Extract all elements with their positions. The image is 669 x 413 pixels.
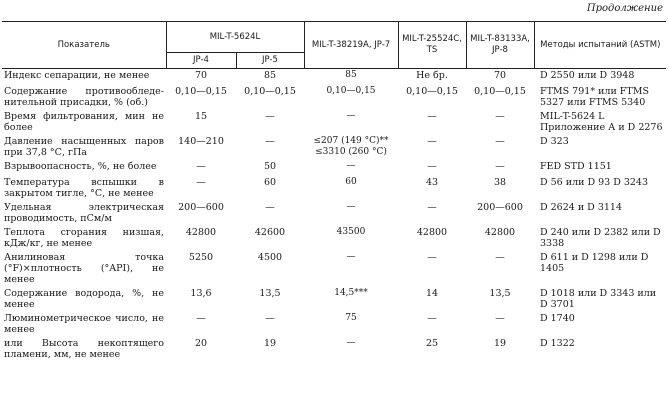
method-cell: D 2550 или D 3948 <box>540 70 635 81</box>
jp4-cell: 0,10—0,15 <box>175 86 227 97</box>
jp5-cell: 60 <box>263 177 277 188</box>
header-mil-t-25524c: MIL-T-25524C, TS <box>398 22 466 69</box>
jp5-cell: 0,10—0,15 <box>244 86 296 97</box>
jp5-cell: 50 <box>263 161 277 172</box>
method-cell: FTMS 791* или FTMS 5327 или FTMS 5340 <box>540 86 649 108</box>
jp4-cell: 5250 <box>188 252 214 263</box>
table-row <box>2 110 666 135</box>
jp8-cell: 42800 <box>484 227 516 238</box>
jp5-cell: — <box>265 136 275 147</box>
jp7-cell: — <box>346 338 356 348</box>
jp8-cell: — <box>495 161 505 172</box>
jp8-cell: 0,10—0,15 <box>474 86 526 97</box>
ts-cell: — <box>427 161 437 172</box>
header-jp5: JP-5 <box>236 53 304 69</box>
jp5-cell: 85 <box>263 70 277 81</box>
param-cell: или Высота некоптящего пламени, мм, не менее <box>4 338 164 360</box>
method-cell: D 323 <box>540 136 569 147</box>
jp8-cell: — <box>495 313 505 324</box>
jp7-cell: — <box>346 111 356 121</box>
header-mil-t-5624l: MIL-T-5624L <box>166 22 304 53</box>
jp7-cell: 85 <box>345 70 357 80</box>
jp4-cell: 20 <box>194 338 208 349</box>
jp7-cell: — <box>346 161 356 171</box>
method-cell: MIL-T-5624 L Приложение А и D 2276 <box>540 111 663 133</box>
jp4-cell: — <box>196 313 206 324</box>
jp7-cell: ≤207 (149 °С)** ≤3310 (260 °С) <box>313 136 389 157</box>
ts-cell: Не бр. <box>416 70 448 81</box>
ts-cell: — <box>427 313 437 324</box>
ts-cell: 25 <box>425 338 439 349</box>
method-cell: D 1018 или D 3343 или D 3701 <box>540 288 657 310</box>
param-cell: Содержание водорода, %, не менее <box>4 288 164 310</box>
method-cell: D 56 или D 93 D 3243 <box>540 177 649 188</box>
jp8-cell: — <box>495 252 505 263</box>
jp5-cell: — <box>265 202 275 213</box>
param-cell: Температура вспышки в закрытом тигле, °С, не менее <box>4 177 164 199</box>
ts-cell: 14 <box>425 288 439 299</box>
jp8-cell: 200—600 <box>477 202 523 213</box>
continued-label: Продолжение <box>586 3 663 14</box>
param-cell: Теплота сгорания низшая, кДж/кг, не менее <box>4 227 164 249</box>
table-row <box>2 176 666 201</box>
jp4-cell: 15 <box>194 111 208 122</box>
param-cell: Время фильтрования, мин не более <box>4 111 164 133</box>
ts-cell: — <box>427 111 437 122</box>
header-jp4: JP-4 <box>166 53 236 69</box>
jp8-cell: 70 <box>493 70 507 81</box>
jp5-cell: 19 <box>263 338 277 349</box>
jp4-cell: — <box>196 161 206 172</box>
jp4-cell: 42800 <box>185 227 217 238</box>
jp4-cell: 70 <box>194 70 208 81</box>
table-row <box>2 287 666 312</box>
table-row <box>2 69 666 86</box>
jp7-cell: 14,5*** <box>334 288 368 298</box>
header-mil-t-83133a: MIL-T-83133A, JP-8 <box>466 22 534 69</box>
param-cell: Анилиновая точка (°F)×плотность (°API), не менее <box>4 252 164 285</box>
jp7-cell: — <box>346 202 356 212</box>
method-cell: D 240 или D 2382 или D 3338 <box>540 227 661 249</box>
jp4-cell: 13,6 <box>190 288 212 299</box>
header-parameter: Показатель <box>2 22 166 69</box>
jp5-cell: 42600 <box>254 227 286 238</box>
method-cell: D 1740 <box>540 313 575 324</box>
method-cell: D 1322 <box>540 338 575 349</box>
jp8-cell: 38 <box>493 177 507 188</box>
jp8-cell: 13,5 <box>489 288 511 299</box>
jp4-cell: 200—600 <box>178 202 224 213</box>
jp7-cell: 0,10—0,15 <box>326 86 376 96</box>
jp5-cell: 4500 <box>257 252 283 263</box>
header-mil-t-38219a: MIL-T-38219A, JP-7 <box>304 22 398 69</box>
ts-cell: — <box>427 202 437 213</box>
ts-cell: 0,10—0,15 <box>406 86 458 97</box>
jp4-cell: — <box>196 177 206 188</box>
jp7-cell: 75 <box>345 313 357 323</box>
param-cell: Люминометрическое число, не менее <box>4 313 164 335</box>
table-row <box>2 85 666 110</box>
jp5-cell: — <box>265 313 275 324</box>
method-cell: D 2624 и D 3114 <box>540 202 622 213</box>
table-row <box>2 160 666 176</box>
jp4-cell: 140—210 <box>178 136 224 147</box>
ts-cell: — <box>427 252 437 263</box>
param-cell: Давление насыщенных паров при 37,8 °С, гПа <box>4 136 164 158</box>
method-cell: D 611 и D 1298 или D 1405 <box>540 252 649 274</box>
param-cell: Удельная электрическая проводимость, пСм/м <box>4 202 164 224</box>
ts-cell: 42800 <box>416 227 448 238</box>
jp8-cell: — <box>495 111 505 122</box>
header-test-methods: Методы испытаний (ASTM) <box>534 22 666 69</box>
jp5-cell: 13,5 <box>259 288 281 299</box>
jp8-cell: 19 <box>493 338 507 349</box>
jp7-cell: — <box>346 252 356 262</box>
jp8-cell: — <box>495 136 505 147</box>
param-cell: Содержание противообледе-нительной присадки, % (об.) <box>4 86 164 108</box>
method-cell: FED STD 1151 <box>540 161 612 172</box>
table-row <box>2 251 666 287</box>
jp7-cell: 43500 <box>336 227 366 237</box>
table-row <box>2 201 666 226</box>
table-row <box>2 226 666 251</box>
jp7-cell: 60 <box>345 177 357 187</box>
table-row <box>2 135 666 160</box>
table-body <box>2 69 666 363</box>
table-row <box>2 312 666 337</box>
table-row <box>2 337 666 362</box>
fuel-spec-table <box>2 21 666 362</box>
ts-cell: 43 <box>425 177 439 188</box>
ts-cell: — <box>427 136 437 147</box>
param-cell: Взрывоопасность, %, не более <box>4 161 157 172</box>
jp5-cell: — <box>265 111 275 122</box>
param-cell: Индекс сепарации, не менее <box>4 70 150 81</box>
